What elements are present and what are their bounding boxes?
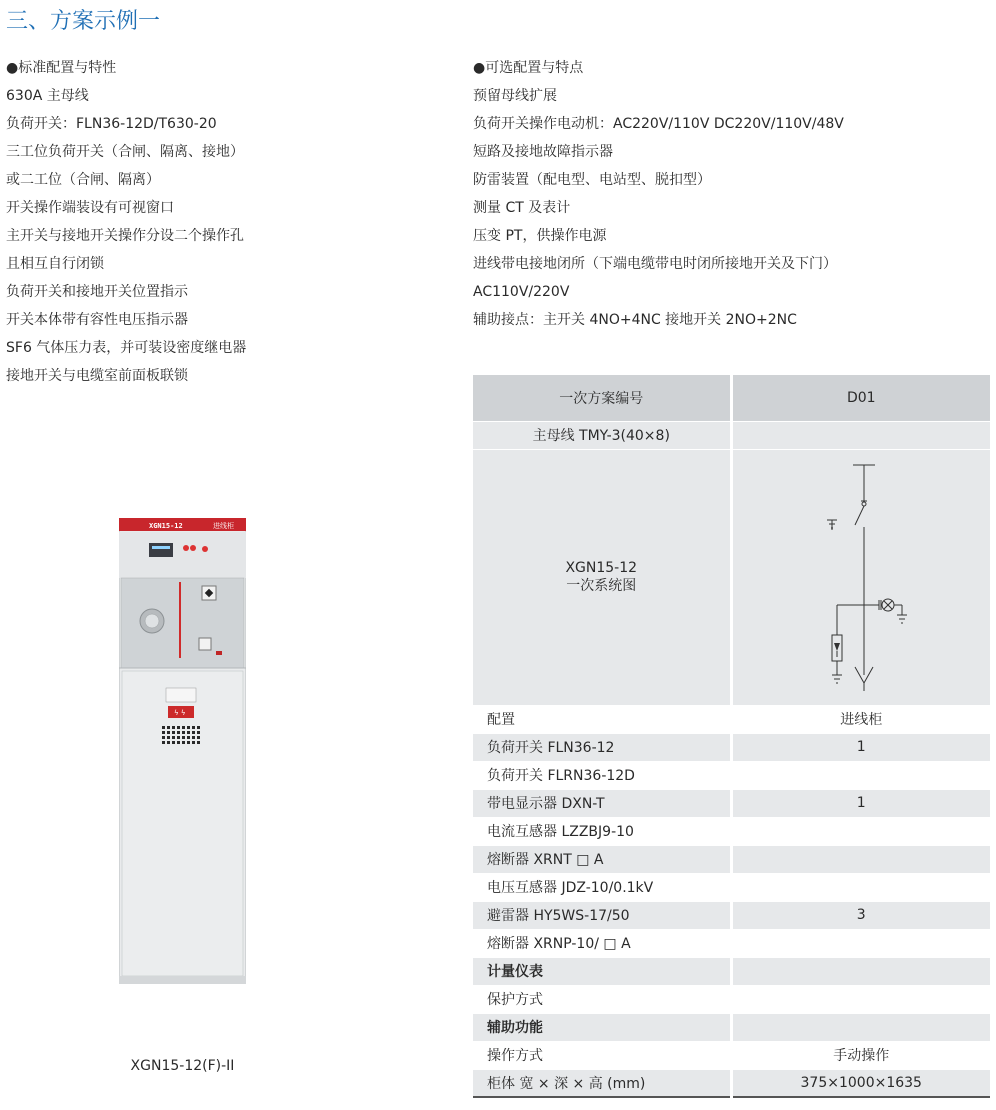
scheme-table — [473, 375, 990, 1098]
row-value: 手动操作 — [731, 1041, 990, 1069]
list-item: 防雷装置（配电型、电站型、脱扣型） — [473, 172, 711, 188]
table-row — [473, 901, 990, 929]
cabinet-type-label: 进线柜 — [213, 522, 234, 530]
table-row — [473, 733, 990, 761]
row-label: 保护方式 — [473, 985, 731, 1013]
table-row — [473, 845, 990, 873]
scheme-number-label: 一次方案编号 — [473, 375, 731, 421]
row-label: 辅助功能 — [473, 1013, 731, 1041]
row-label: 操作方式 — [473, 1041, 731, 1069]
row-label: 配置 — [473, 705, 731, 733]
row-value — [731, 873, 990, 901]
list-item: 进线带电接地闭所（下端电缆带电时闭所接地开关及下门） — [473, 256, 837, 272]
row-label: 负荷开关 FLRN36-12D — [473, 761, 731, 789]
row-value — [731, 817, 990, 845]
row-value: 1 — [731, 789, 990, 817]
table-row — [473, 1069, 990, 1097]
table-header-row — [473, 375, 990, 421]
busbar-value — [731, 421, 990, 449]
row-label: 柜体 宽 × 深 × 高 (mm) — [473, 1069, 731, 1097]
busbar-row — [473, 421, 990, 449]
list-item: 短路及接地故障指示器 — [473, 144, 613, 160]
table-row — [473, 761, 990, 789]
cabinet-caption: XGN15-12(F)-II — [130, 1058, 235, 1074]
row-value: 375×1000×1635 — [731, 1069, 990, 1097]
list-item: 接地开关与电缆室前面板联锁 — [6, 368, 188, 384]
list-item: 主开关与接地开关操作分设二个操作孔 — [6, 228, 244, 244]
row-value — [731, 845, 990, 873]
table-row — [473, 1041, 990, 1069]
row-label: 熔断器 XRNP-10/ □ A — [473, 929, 731, 957]
page-title: 三、方案示例一 — [6, 9, 161, 34]
list-item: 预留母线扩展 — [473, 88, 557, 104]
list-item: 负荷开关和接地开关位置指示 — [6, 284, 188, 300]
row-label: 熔断器 XRNT □ A — [473, 845, 731, 873]
diagram-cell — [731, 449, 990, 705]
row-value — [731, 761, 990, 789]
list-item: ●标准配置与特性 — [6, 60, 117, 76]
table-row — [473, 789, 990, 817]
table-row — [473, 817, 990, 845]
standard-features-list — [6, 54, 246, 390]
list-item: 630A 主母线 — [6, 88, 89, 104]
row-value — [731, 957, 990, 985]
list-item: 辅助接点：主开关 4NO+4NC 接地开关 2NO+2NC — [473, 312, 797, 328]
cabinet-illustration — [119, 518, 246, 984]
row-label: 计量仪表 — [473, 957, 731, 985]
table-row — [473, 957, 990, 985]
optional-features-list — [473, 54, 844, 334]
row-value: 进线柜 — [731, 705, 990, 733]
table-row — [473, 985, 990, 1013]
table-row — [473, 873, 990, 901]
svg-text:ϟ ϟ: ϟ ϟ — [174, 709, 186, 717]
busbar-label: 主母线 TMY-3(40×8) — [473, 421, 731, 449]
table-row — [473, 705, 990, 733]
list-item: 开关本体带有容性电压指示器 — [6, 312, 188, 328]
row-label: 带电显示器 DXN-T — [473, 789, 731, 817]
list-item: SF6 气体压力表，并可装设密度继电器 — [6, 340, 247, 356]
diagram-row — [473, 449, 990, 705]
row-value: 3 — [731, 901, 990, 929]
list-item: ●可选配置与特点 — [473, 60, 584, 76]
table-row — [473, 1013, 990, 1041]
list-item: 且相互自行闭锁 — [6, 256, 104, 272]
list-item: 负荷开关操作电动机：AC220V/110V DC220V/110V/48V — [473, 116, 844, 132]
list-item: 测量 CT 及表计 — [473, 200, 571, 216]
row-value — [731, 929, 990, 957]
list-item: 压变 PT，供操作电源 — [473, 228, 607, 244]
list-item: 三工位负荷开关（合闸、隔离、接地） — [6, 144, 244, 160]
row-value — [731, 985, 990, 1013]
row-label: 电压互感器 JDZ-10/0.1kV — [473, 873, 731, 901]
single-line-diagram — [801, 457, 921, 697]
table-row — [473, 929, 990, 957]
list-item: 负荷开关：FLN36-12D/T630-20 — [6, 116, 217, 132]
diagram-label — [473, 449, 731, 705]
row-value: 1 — [731, 733, 990, 761]
row-value — [731, 1013, 990, 1041]
row-label: 避雷器 HY5WS-17/50 — [473, 901, 731, 929]
cabinet-model-label: XGN15-12 — [149, 522, 183, 530]
scheme-number-value: D01 — [731, 375, 990, 421]
row-label: 负荷开关 FLN36-12 — [473, 733, 731, 761]
diagram-title: 一次系统图 — [566, 578, 637, 594]
list-item: AC110V/220V — [473, 284, 570, 300]
diagram-model: XGN15-12 — [565, 560, 638, 576]
row-label: 电流互感器 LZZBJ9-10 — [473, 817, 731, 845]
list-item: 开关操作端装设有可视窗口 — [6, 200, 174, 216]
list-item: 或二工位（合闸、隔离） — [6, 172, 160, 188]
